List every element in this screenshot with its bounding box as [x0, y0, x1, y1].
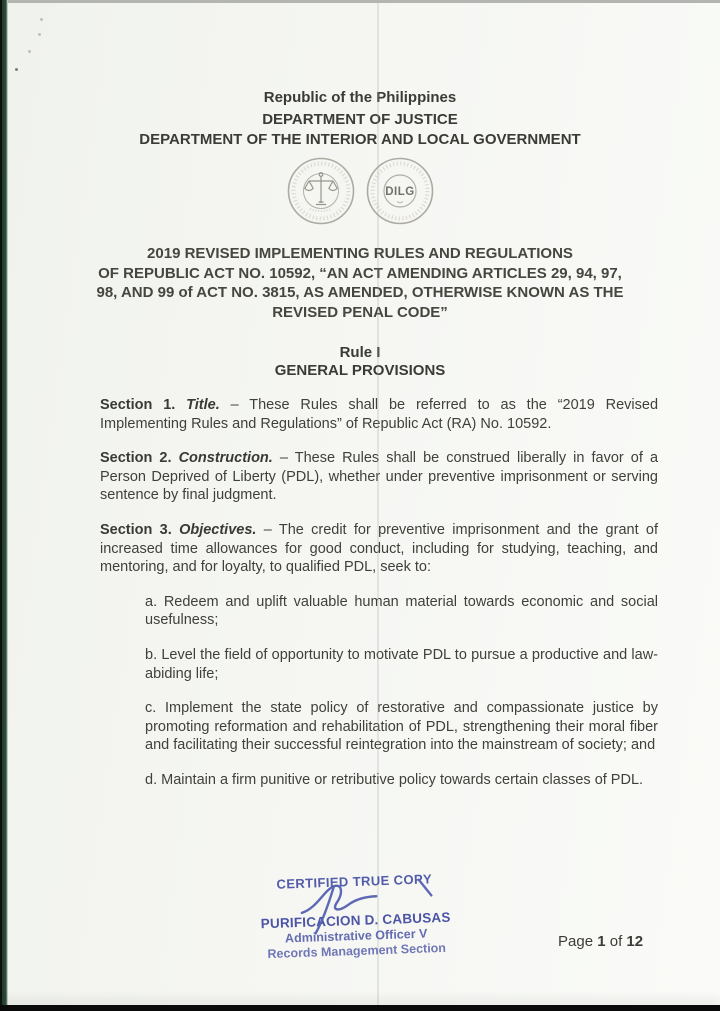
objective-text: Implement the state policy of restorative and compassionate justice by promoting reformation and rehabilitation of PDL, strengthening their moral fiber and facilitating their successful reintegration into the mainstream of society; and — [145, 700, 658, 754]
rule-heading-block — [0, 344, 720, 380]
section-term: Construction. — [178, 450, 273, 467]
rule-heading: GENERAL PROVISIONS — [274, 362, 446, 379]
objective-text: Redeem and uplift valuable human material towards economic and social usefulness; — [145, 593, 658, 629]
agency-seals — [0, 156, 720, 226]
section-label: Section 1. — [100, 397, 176, 413]
header-line-republic: Republic of the Philippines — [263, 89, 457, 106]
stamp-section: Records Management Section — [267, 940, 447, 962]
header-line-doj: DEPARTMENT OF JUSTICE — [262, 111, 458, 128]
scan-speck — [40, 18, 43, 21]
page-current: 1 — [597, 933, 606, 950]
bottom-scan-edge — [0, 1005, 720, 1011]
left-binding-edge — [0, 0, 8, 1011]
objective-letter: c. — [145, 700, 157, 717]
dilg-seal-label: DILG — [384, 186, 415, 198]
objective-letter: d. — [145, 771, 158, 788]
certification-stamp — [247, 870, 465, 961]
page-label: Page — [558, 933, 594, 950]
section-term: Objectives. — [179, 521, 257, 538]
document-title-line: 98, AND 99 of ACT NO. 3815, AS AMENDED, OTHERWISE KNOWN AS THE — [96, 284, 624, 301]
objective-item — [145, 771, 658, 790]
page-of-label: of — [609, 933, 623, 950]
objective-text: Maintain a firm punitive or retributive policy towards certain classes of PDL. — [161, 771, 644, 788]
objective-letter: a. — [145, 593, 158, 610]
scan-speck — [15, 68, 18, 71]
objective-item — [145, 699, 658, 755]
section-body: – The credit for preventive imprisonment and the grant of increased time allowances for good conduct, including for studying, teaching, and mentoring, and for loyalty, to qualified PDL, seek to: — [100, 521, 658, 576]
rule-number: Rule I — [339, 344, 381, 361]
page-number — [558, 933, 643, 950]
document-title-line: OF REPUBLIC ACT NO. 10592, “AN ACT AMENDING ARTICLES 29, 94, 97, — [98, 264, 622, 282]
section-label: Section 3. — [100, 521, 172, 538]
scan-speck — [38, 33, 41, 36]
stamp-name: PURIFICACION D. CABUSAS — [260, 909, 451, 932]
page-fold-line — [377, 3, 379, 1005]
top-scan-edge — [8, 0, 720, 3]
dilg-seal-icon — [365, 156, 435, 226]
section-paragraph — [100, 396, 658, 433]
section-body: – These Rules shall be referred to as the “2019 Revised Implementing Rules and Regulations” of Republic Act (RA) No. 10592. — [100, 397, 659, 432]
document-title-line: 2019 REVISED IMPLEMENTING RULES AND REGULATIONS — [147, 245, 573, 262]
section-label: Section 2. — [100, 450, 172, 467]
objective-letter: b. — [145, 646, 158, 663]
stamp-position: Administrative Officer V — [284, 926, 428, 946]
section-paragraph — [100, 449, 658, 505]
objective-text: Level the field of opportunity to motivate PDL to pursue a productive and law-abiding life; — [145, 646, 659, 682]
doj-seal-icon — [286, 156, 356, 226]
section-term: Title. — [186, 397, 220, 413]
objective-item — [145, 593, 658, 630]
scan-speck — [28, 50, 31, 53]
document-title — [57, 244, 663, 322]
objective-item — [145, 646, 658, 683]
page-total: 12 — [626, 933, 644, 950]
section-body: – These Rules shall be construed liberally in favor of a Person Deprived of Liberty (PDL), whether under preventive imprisonment or serving sentence by final judgment. — [100, 450, 659, 504]
document-header — [0, 0, 720, 148]
document-title-line: REVISED PENAL CODE” — [272, 303, 448, 321]
header-line-dilg: DEPARTMENT OF THE INTERIOR AND LOCAL GOVERNMENT — [139, 131, 581, 148]
stamp-title: CERTIFIED TRUE COPY — [276, 871, 433, 892]
section-paragraph — [100, 521, 658, 577]
